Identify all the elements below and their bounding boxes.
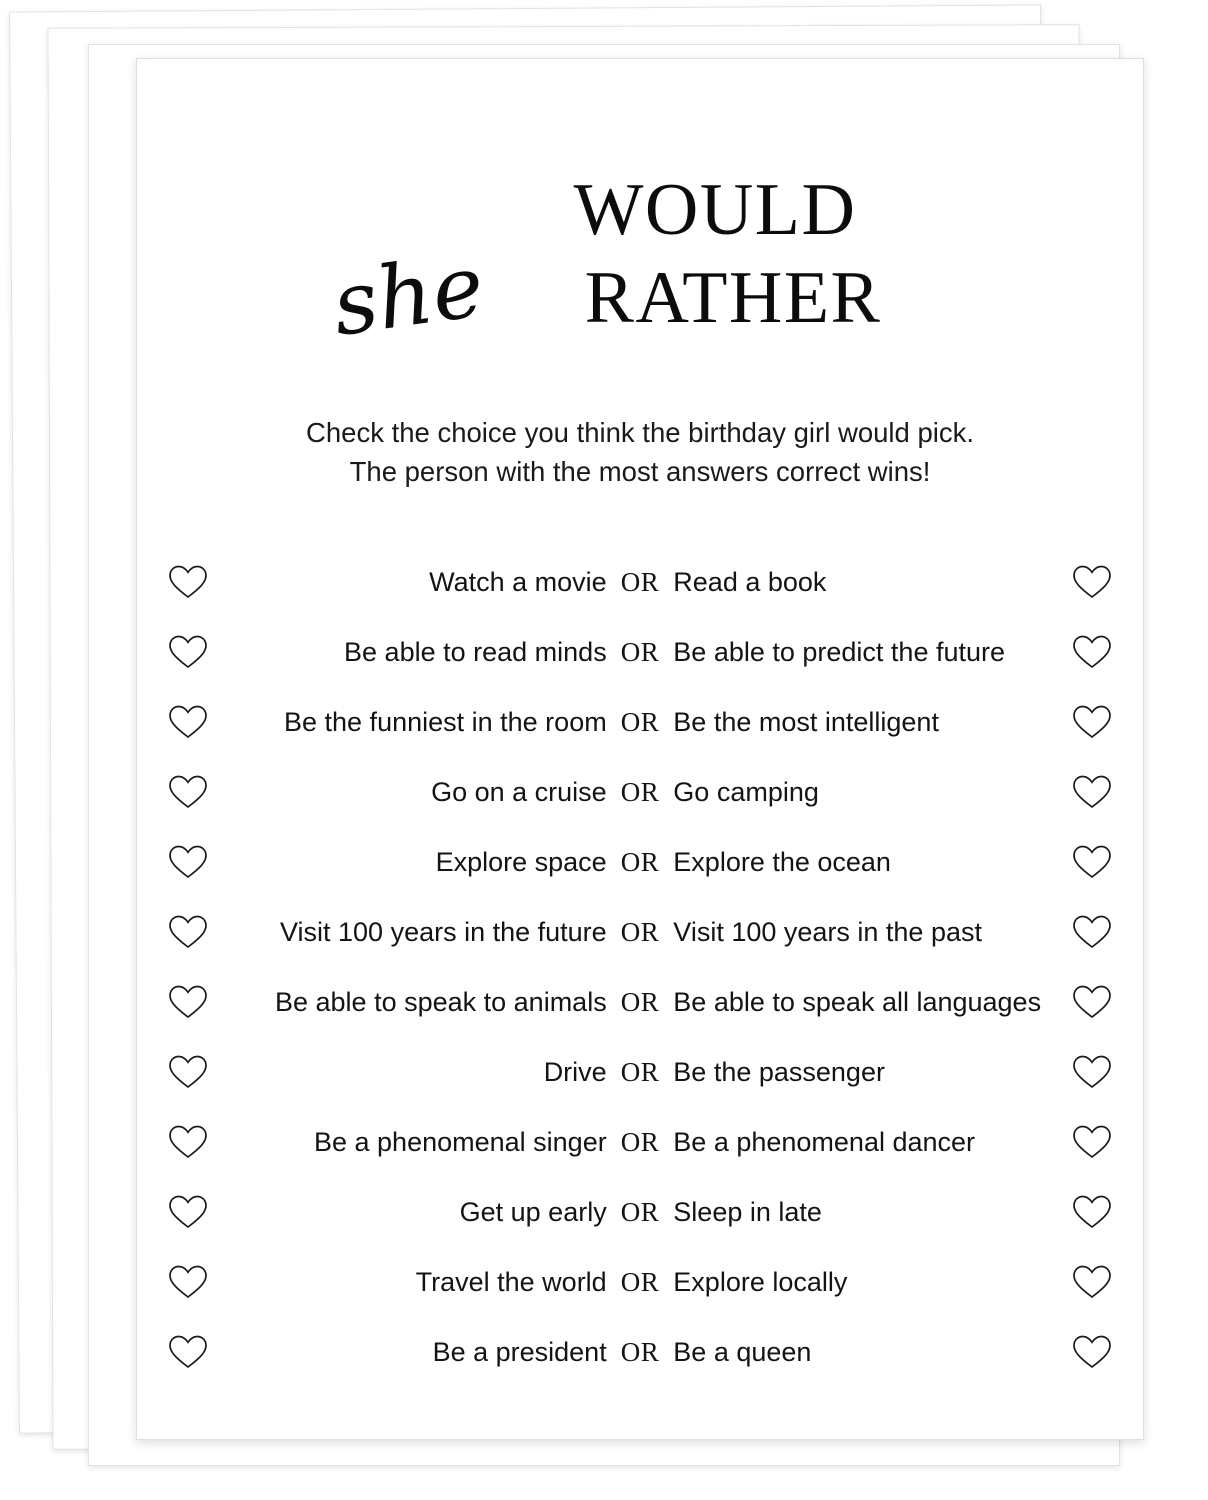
question-option-right: Be able to predict the future — [673, 636, 1006, 667]
question-option-right: Go camping — [673, 776, 819, 807]
question-row — [165, 687, 1115, 757]
question-option-right: Be the most intelligent — [673, 706, 939, 737]
heart-checkbox-left[interactable] — [165, 1119, 211, 1165]
question-or-label: OR — [620, 1266, 660, 1297]
question-option-right: Sleep in late — [673, 1196, 822, 1227]
question-row — [165, 1247, 1115, 1317]
question-row — [165, 827, 1115, 897]
heart-checkbox-left[interactable] — [165, 979, 211, 1025]
heart-checkbox-left[interactable] — [165, 629, 211, 675]
question-option-left: Visit 100 years in the future — [280, 916, 607, 947]
heart-checkbox-left[interactable] — [165, 559, 211, 605]
question-option-left: Get up early — [459, 1196, 607, 1227]
heart-checkbox-left[interactable] — [165, 1189, 211, 1235]
instructions-line-2: The person with the most answers correct wins! — [349, 456, 931, 488]
card-title-block — [137, 101, 1143, 401]
heart-checkbox-right[interactable] — [1069, 1119, 1115, 1165]
question-list — [137, 547, 1143, 1387]
question-option-right: Read a book — [673, 566, 827, 597]
question-option-right: Be able to speak all languages — [673, 986, 1042, 1017]
instructions — [189, 413, 1091, 491]
question-option-left: Be a president — [432, 1336, 607, 1367]
question-or-label: OR — [620, 706, 660, 737]
heart-checkbox-right[interactable] — [1069, 979, 1115, 1025]
heart-checkbox-right[interactable] — [1069, 909, 1115, 955]
question-or-label: OR — [620, 916, 660, 947]
question-row — [165, 617, 1115, 687]
question-or-label: OR — [620, 846, 660, 877]
heart-checkbox-left[interactable] — [165, 769, 211, 815]
question-row — [165, 757, 1115, 827]
heart-checkbox-right[interactable] — [1069, 1189, 1115, 1235]
question-option-left: Be able to speak to animals — [275, 986, 607, 1017]
question-or-label: OR — [620, 986, 660, 1017]
would-she-rather-card — [136, 58, 1144, 1440]
heart-checkbox-left[interactable] — [165, 839, 211, 885]
heart-checkbox-left[interactable] — [165, 699, 211, 745]
question-option-right: Visit 100 years in the past — [673, 916, 982, 947]
heart-checkbox-right[interactable] — [1069, 769, 1115, 815]
question-row — [165, 547, 1115, 617]
question-option-left: Be the funniest in the room — [284, 706, 607, 737]
question-option-left: Be a phenomenal singer — [314, 1126, 607, 1157]
heart-checkbox-right[interactable] — [1069, 1049, 1115, 1095]
title-rather: RATHER — [584, 257, 882, 339]
heart-checkbox-left[interactable] — [165, 1259, 211, 1305]
question-or-label: OR — [620, 776, 660, 807]
question-or-label: OR — [620, 566, 660, 597]
heart-checkbox-right[interactable] — [1069, 629, 1115, 675]
question-or-label: OR — [620, 636, 660, 667]
heart-checkbox-right[interactable] — [1069, 699, 1115, 745]
question-row — [165, 1107, 1115, 1177]
question-option-left: Explore space — [435, 846, 607, 877]
question-or-label: OR — [620, 1056, 660, 1087]
question-row — [165, 897, 1115, 967]
question-option-right: Be a phenomenal dancer — [673, 1126, 976, 1157]
question-option-left: Drive — [543, 1056, 607, 1087]
question-option-right: Be a queen — [673, 1336, 812, 1367]
question-or-label: OR — [620, 1196, 660, 1227]
heart-checkbox-right[interactable] — [1069, 839, 1115, 885]
question-option-left: Travel the world — [415, 1266, 607, 1297]
question-row — [165, 1177, 1115, 1247]
heart-checkbox-left[interactable] — [165, 909, 211, 955]
question-option-right: Explore locally — [673, 1266, 848, 1297]
heart-checkbox-right[interactable] — [1069, 1259, 1115, 1305]
question-option-left: Go on a cruise — [431, 776, 607, 807]
question-row — [165, 967, 1115, 1037]
question-or-label: OR — [620, 1126, 660, 1157]
question-row — [165, 1037, 1115, 1107]
question-option-left: Watch a movie — [429, 566, 607, 597]
heart-checkbox-left[interactable] — [165, 1329, 211, 1375]
title-she-script: she — [326, 236, 490, 356]
heart-checkbox-right[interactable] — [1069, 559, 1115, 605]
title-would: WOULD — [573, 169, 857, 251]
question-option-right: Be the passenger — [673, 1056, 885, 1087]
question-option-left: Be able to read minds — [344, 636, 607, 667]
heart-checkbox-right[interactable] — [1069, 1329, 1115, 1375]
question-row — [165, 1317, 1115, 1387]
question-option-right: Explore the ocean — [673, 846, 891, 877]
instructions-line-1: Check the choice you think the birthday girl would pick. — [306, 417, 974, 448]
heart-checkbox-left[interactable] — [165, 1049, 211, 1095]
question-or-label: OR — [620, 1336, 660, 1367]
